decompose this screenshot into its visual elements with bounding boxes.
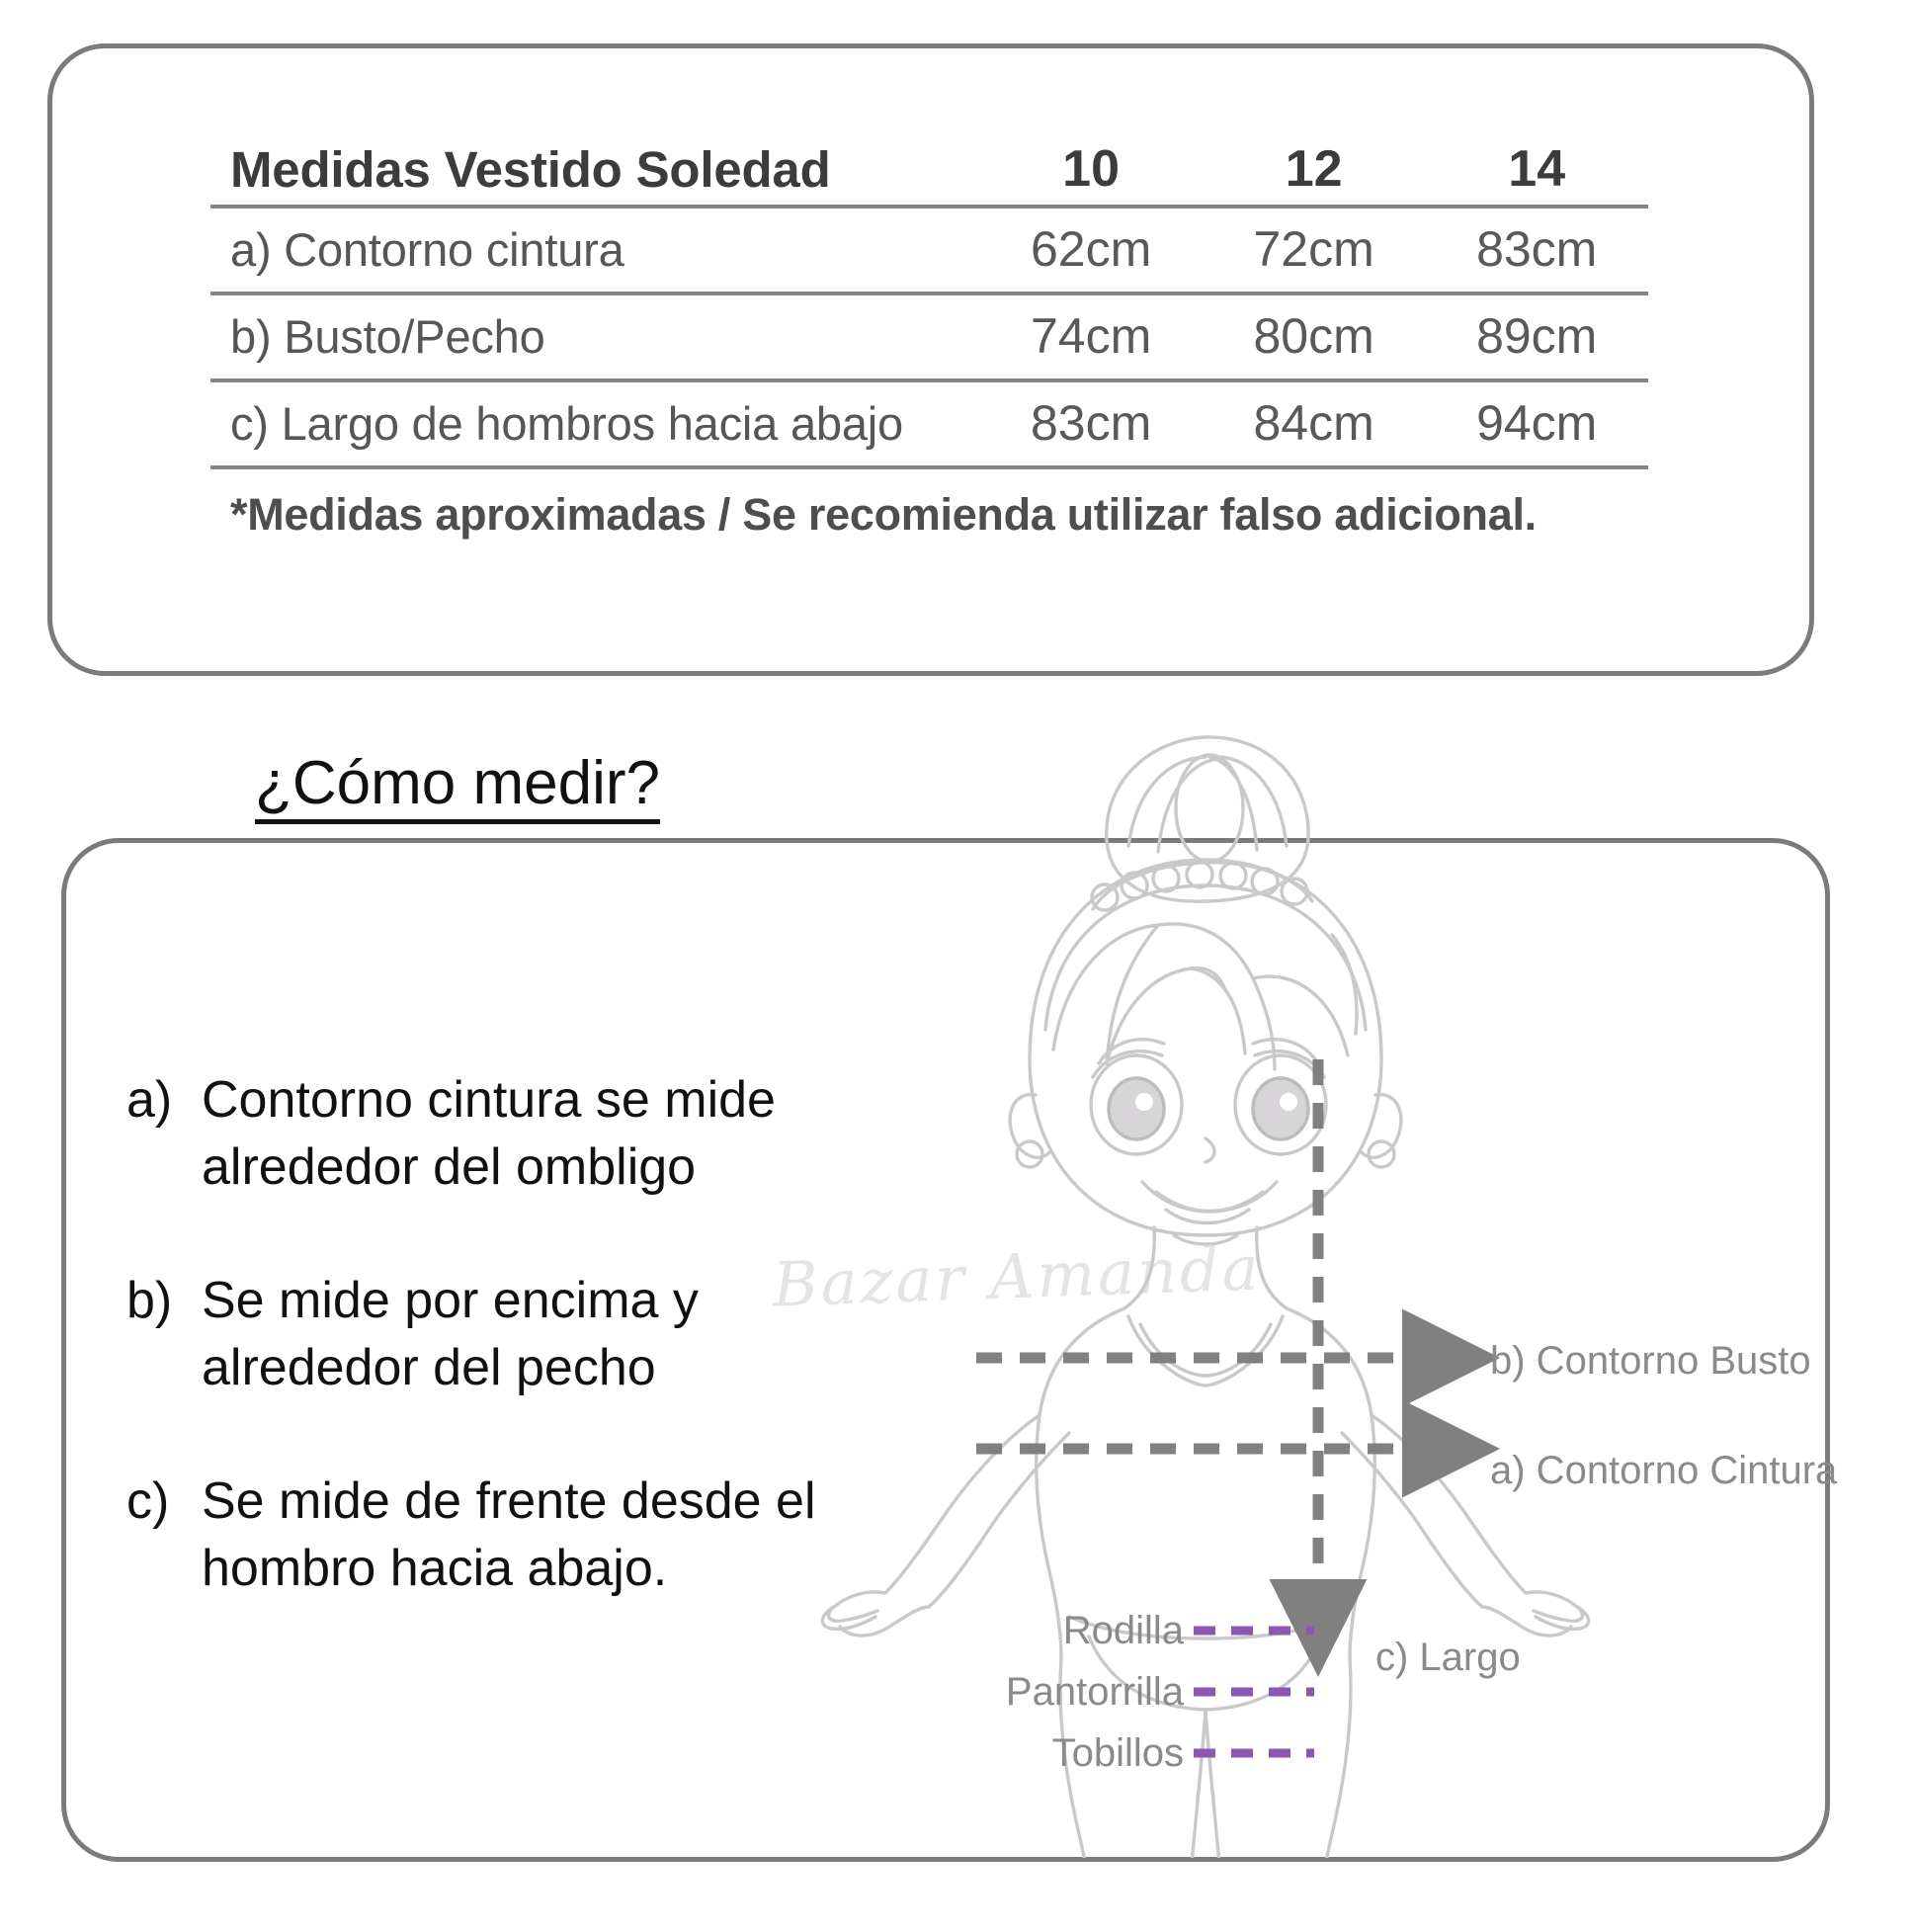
table-footnote: *Medidas aproximadas / Se recomienda utilizar falso adicional. bbox=[210, 467, 1648, 545]
list-item bbox=[126, 1067, 907, 1201]
measure-bust-10: 74cm bbox=[979, 294, 1203, 380]
table-row bbox=[210, 294, 1648, 380]
size-chart-panel bbox=[47, 43, 1814, 676]
size-header-10: 10 bbox=[1062, 140, 1120, 198]
label-rodilla: Rodilla bbox=[1062, 1609, 1184, 1652]
measure-waist-12: 72cm bbox=[1203, 207, 1426, 294]
measure-bust-14: 89cm bbox=[1425, 294, 1648, 380]
measure-label-length: c) Largo de hombros hacia abajo bbox=[210, 380, 979, 467]
list-item-marker-c: c) bbox=[126, 1472, 170, 1531]
label-largo: c) Largo bbox=[1375, 1636, 1521, 1679]
list-item-text-a: Contorno cintura se mide alrededor del ombligo bbox=[202, 1071, 776, 1196]
label-tobillos: Tobillos bbox=[1051, 1731, 1184, 1775]
measure-length-10: 83cm bbox=[979, 380, 1203, 467]
list-item bbox=[126, 1469, 907, 1602]
list-item-text-c: Se mide de frente desde el hombro hacia abajo. bbox=[202, 1472, 816, 1597]
table-header bbox=[210, 118, 1648, 207]
table-row bbox=[210, 380, 1648, 467]
list-item-marker-b: b) bbox=[126, 1272, 173, 1330]
size-chart-table bbox=[210, 118, 1648, 545]
table-footer bbox=[210, 467, 1648, 545]
table-row bbox=[210, 207, 1648, 294]
measure-length-14: 94cm bbox=[1425, 380, 1648, 467]
measure-waist-14: 83cm bbox=[1425, 207, 1648, 294]
measure-waist-10: 62cm bbox=[979, 207, 1203, 294]
label-pantorrilla: Pantorrilla bbox=[1005, 1670, 1184, 1714]
table-header-row bbox=[210, 118, 1648, 207]
measure-label-bust: b) Busto/Pecho bbox=[210, 294, 979, 380]
table-title: Medidas Vestido Soledad bbox=[230, 140, 831, 198]
measure-length-12: 84cm bbox=[1203, 380, 1426, 467]
table-footnote-row bbox=[210, 467, 1648, 545]
list-item bbox=[126, 1268, 907, 1401]
watermark-bazar-amanda: Bazar Amanda bbox=[771, 1231, 1263, 1321]
size-header-14: 14 bbox=[1508, 140, 1566, 198]
label-contorno-cintura: a) Contorno Cintura bbox=[1490, 1449, 1838, 1492]
measure-bust-12: 80cm bbox=[1203, 294, 1426, 380]
label-contorno-busto: b) Contorno Busto bbox=[1490, 1339, 1811, 1383]
measure-label-waist: a) Contorno cintura bbox=[210, 207, 979, 294]
how-to-measure-list bbox=[126, 1067, 907, 1670]
table-body bbox=[210, 207, 1648, 467]
list-item-text-b: Se mide por encima y alrededor del pecho bbox=[202, 1272, 699, 1396]
list-item-marker-a: a) bbox=[126, 1071, 173, 1129]
how-to-measure-title: ¿Cómo medir? bbox=[255, 751, 660, 824]
size-header-12: 12 bbox=[1285, 140, 1343, 198]
